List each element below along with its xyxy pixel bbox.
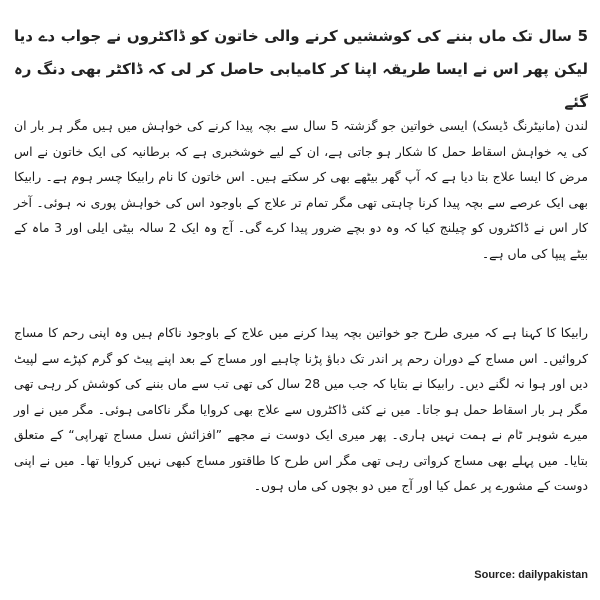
article-headline: 5 سال تک ماں بننے کی کوششیں کرنے والی خاتون کو ڈاکٹروں نے جواب دے دیا لیکن پھر اس نے ایسا طریقہ اپنا کر کامیابی حاصل کر لی کہ ڈاکٹر بھی دنگ رہ گئے <box>14 27 588 111</box>
source-credit: Source: dailypakistan <box>474 569 588 581</box>
article-paragraph-2: رابیکا کا کہنا ہے کہ میری طرح جو خواتین بچہ پیدا کرنے میں علاج کے باوجود ناکام ہیں وہ اپنی رحم کا مساج کروائیں۔ اس مساج کے دوران رحم پر اندر تک دباؤ پڑنا چاہیے اور مساج کے بعد اپنے پیٹ کو گرم کپڑے سے لپیٹ دیں اور ہوا نہ لگنے دیں۔ رابیکا نے بتایا کہ جب میں 28 سال کی تھی تب سے ماں بننے کی کوشش کر رہی تھی مگر ہر بار اسقاط حمل ہو جاتا۔ میں نے کئی ڈاکٹروں سے علاج بھی کروایا مگر ناکامی ہوئی۔ مگر میں نے اور میرے شوہر ٹام نے ہمت نہیں ہاری۔ پھر میری ایک دوست نے مجھے ”افزائش نسل مساج تھراپی“ کے متعلق بتایا۔ میں پہلے بھی مساج کرواتی رہی تھی مگر اس طرح کا طاقتور مساج کبھی نہیں کروایا تھا۔ میں نے اپنی دوست کے مشورے پر عمل کیا اور آج میں دو بچوں کی ماں ہوں۔ <box>14 325 588 493</box>
article-paragraph-1: لندن (مانیٹرنگ ڈیسک) ایسی خواتین جو گزشتہ 5 سال سے بچہ پیدا کرنے کی خواہش میں ہیں مگر ہر بار ان کی یہ خواہش اسقاط حمل کا شکار ہو جاتی ہے، ان کے لیے خوشخبری ہے کہ برطانیہ کی ایک خاتون نے اس مرض کا ایسا علاج بتا دیا ہے کہ آپ گھر بیٹھے بھی کر سکتے ہیں۔ اس خاتون کا نام رابیکا چسر ہوم ہے۔ رابیکا بھی ایک عرصے سے بچہ پیدا کرنا چاہتی تھی مگر تمام تر علاج کے باوجود اس کی خواہش پوری نہ ہوئی۔ آخر کار اس نے ڈاکٹروں کو چیلنج کیا کہ وہ دو بچے ضرور پیدا کرے گی۔ آج وہ ایک 2 سالہ بیٹی ایلی اور 3 ماہ کے بیٹے پیپا کی ماں ہے۔ <box>14 118 589 261</box>
